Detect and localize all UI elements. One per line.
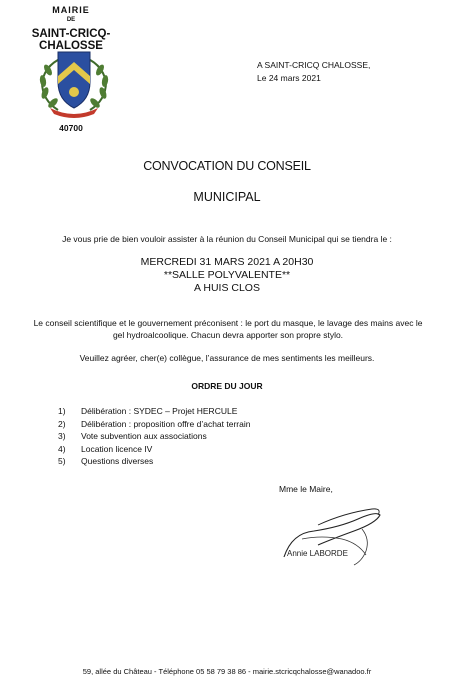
agenda-item <box>58 443 250 456</box>
meeting-block <box>0 256 454 295</box>
agenda-item <box>58 418 250 431</box>
letterhead-mairie: MAIRIE <box>52 5 90 15</box>
agenda-item <box>58 455 250 468</box>
agenda-item-text: Location licence IV <box>81 443 153 454</box>
letterhead-de: DE <box>66 17 76 23</box>
place-line: A SAINT-CRICQ CHALOSSE, <box>257 60 371 70</box>
agenda-list <box>58 405 250 468</box>
agenda-item <box>58 405 250 418</box>
agenda-item-text: Vote subvention aux associations <box>81 431 207 441</box>
agenda-item-number: 3) <box>58 431 66 441</box>
letterhead-postcode: 40700 <box>59 123 83 133</box>
agenda-item-number: 2) <box>58 418 66 429</box>
meeting-date-time: MERCREDI 31 MARS 2021 A 20H30 <box>140 256 314 268</box>
closing-formula: Veuillez agréer, cher(e) collègue, l’assurance de mes sentiments les meilleurs. <box>79 353 375 363</box>
document-title-line2: MUNICIPAL <box>193 190 261 204</box>
covid-notice: Le conseil scientifique et le gouvernement préconisent : le port du masque, le lavage des mains avec le gel hydroalcoolique. Chacun devra apporter son propre stylo. <box>33 318 423 340</box>
agenda-item-text: Délibération : proposition offre d’achat terrain <box>81 418 251 429</box>
agenda-item-number: 5) <box>58 456 66 466</box>
signatory-name: Annie LABORDE <box>287 549 348 558</box>
date-line: Le 24 mars 2021 <box>257 73 321 83</box>
letterhead-commune: SAINT-CRICQ-CHALOSSE <box>31 28 111 52</box>
agenda-item-text: Délibération : SYDEC – Projet HERCULE <box>81 406 238 416</box>
agenda-item <box>58 430 250 443</box>
place-date <box>257 59 370 85</box>
footer-contact: 59, allée du Château - Téléphone 05 58 79 38 86 - mairie.stcricqchalosse@wanadoo.fr <box>82 667 372 676</box>
document-title-line1: CONVOCATION DU CONSEIL <box>143 159 311 173</box>
agenda-item-text: Questions diverses <box>81 456 154 466</box>
handwritten-signature-icon <box>262 495 392 575</box>
intro-text: Je vous prie de bien vouloir assister à la réunion du Conseil Municipal qui se tiendra le : <box>62 234 392 244</box>
meeting-venue: **SALLE POLYVALENTE** <box>163 269 291 281</box>
agenda-item-number: 4) <box>58 443 66 454</box>
coat-of-arms-icon <box>28 48 120 118</box>
agenda-title: ORDRE DU JOUR <box>191 381 263 391</box>
agenda-item-number: 1) <box>58 406 66 416</box>
meeting-mode: A HUIS CLOS <box>194 282 260 294</box>
signatory-title: Mme le Maire, <box>279 484 333 494</box>
